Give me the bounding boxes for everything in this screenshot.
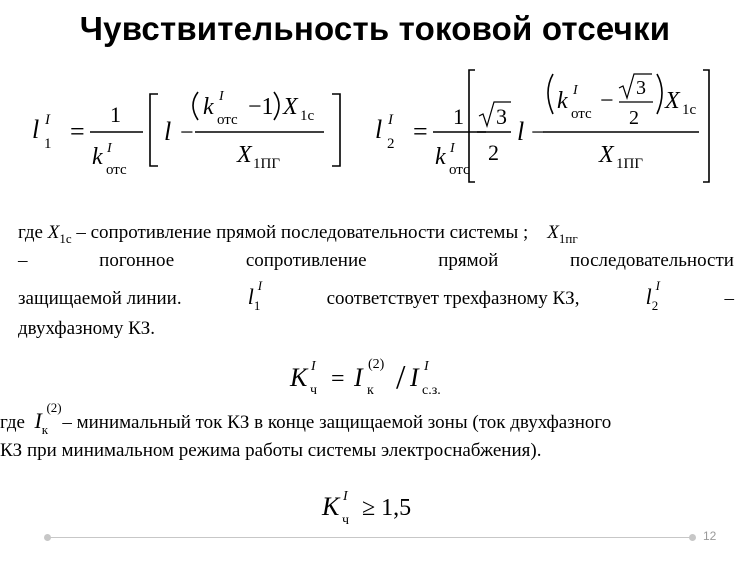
para1-l3-b: соответствует трехфазному КЗ, [326, 288, 580, 309]
para2-line1-text: – минимальный ток КЗ в конце защищаемой зоны (ток двухфазного [62, 412, 612, 433]
para1-l2: l [645, 284, 652, 309]
f2-two: 2 [488, 140, 499, 165]
para1-line1 [18, 222, 578, 247]
footer-left-dot [44, 534, 51, 541]
para1-x1c-sub: 1с [59, 231, 72, 246]
para2-line2: КЗ при минимальном режима работы системы электроснабжения). [0, 440, 542, 461]
para2-ik2 [34, 400, 62, 437]
f2-inner-sqrt3: 3 [636, 77, 646, 99]
page-number: 12 [703, 529, 717, 543]
para1-l3-c: – [724, 288, 734, 309]
formula-kch-condition [320, 485, 460, 529]
f2-den-k-sub: отс [449, 162, 470, 178]
para1-l2-sup: I [655, 278, 660, 293]
f3-i: I [354, 363, 363, 392]
f1-den-k: k [92, 144, 103, 170]
para1-l1: l [247, 284, 254, 309]
f3-k-sup: I [311, 359, 316, 374]
slide-title: Чувствительность токовой отсечки [79, 10, 671, 47]
f2-minus: − [531, 120, 545, 146]
para1-line4: двухфазному КЗ. [18, 318, 156, 339]
para2-i-sup: (2) [46, 400, 62, 415]
para1-w0: – [18, 250, 28, 271]
para1-line1-text: – сопротивление прямой последовательности системы ; [76, 222, 529, 243]
f1-k-sup: I [219, 89, 224, 104]
para2-line1 [0, 400, 750, 438]
f2-k-sub: отс [571, 106, 592, 122]
f2-den-k: k [435, 144, 446, 170]
f3-i-sup: (2) [368, 357, 385, 372]
f2-x-den: X [599, 142, 614, 168]
formula-kch [288, 350, 488, 398]
f1-right-paren [274, 92, 279, 120]
f1-k: k [203, 94, 214, 120]
para1-l1-sub: 1 [253, 298, 261, 313]
para1-w3: прямой [438, 250, 499, 271]
para2-gde: где [0, 412, 25, 433]
para1-w4: последовательности [569, 250, 734, 271]
f2-k-sup: I [573, 83, 578, 98]
f3-k: K [290, 363, 308, 392]
para2-i-sub: к [41, 422, 49, 437]
f1-den-k-sup: I [107, 141, 112, 156]
f2-den-k-sup: I [450, 141, 455, 156]
f1-k-sub: отс [217, 112, 238, 128]
f1-minus: − [180, 120, 194, 146]
para1-x1c: X [47, 222, 60, 243]
f1-lhs-sup: I [45, 112, 50, 128]
f2-lhs: l [375, 115, 383, 144]
f2-lhs-sub: 2 [387, 136, 395, 152]
f1-den-k-sub: отс [106, 162, 127, 178]
para1-l1-symbol [247, 278, 263, 314]
para1-x1pg-sub: 1пг [558, 231, 578, 246]
f2-right-paren [657, 74, 662, 114]
para1-w2: сопротивление [245, 250, 367, 271]
para1-l2-symbol [645, 278, 660, 314]
para1-l2-sub: 2 [651, 298, 659, 313]
f4-k-sub: ч [342, 513, 350, 528]
f1-left-paren [193, 92, 198, 120]
para1-l1-sup: I [257, 278, 263, 293]
para1-x1pg: X [547, 222, 559, 243]
f2-eq: = [413, 117, 428, 146]
f3-slash: / [396, 359, 406, 396]
f1-num-one: 1 [110, 102, 121, 127]
f2-num-one: 1 [453, 104, 464, 129]
f2-x-num-sub: 1с [682, 102, 697, 118]
f2-left-paren [548, 74, 553, 114]
f1-lhs: l [32, 115, 40, 144]
f2-l: l [517, 117, 525, 146]
f1-x-den: X [237, 142, 252, 168]
f2-x-den-sub: 1ПГ [616, 156, 644, 172]
para1-line2 [18, 250, 734, 272]
f1-lhs-sub: 1 [44, 136, 52, 152]
f1-x-num-sub: 1с [300, 108, 315, 124]
f1-l: l [164, 117, 172, 146]
f2-inner-two: 2 [629, 107, 639, 129]
f1-left-bracket [150, 94, 158, 166]
para1-l3-a: защищаемой линии. [18, 288, 182, 309]
f2-inner-minus: − [600, 88, 614, 114]
f1-x-num: X [283, 94, 298, 120]
f1-minus-one: −1 [248, 94, 274, 120]
footer-right-dot [689, 534, 696, 541]
para2-i: I [34, 408, 42, 433]
f4-k: K [322, 492, 340, 521]
f3-i2: I [410, 363, 419, 392]
para1-w1: погонное [99, 250, 175, 271]
formula-l1 [30, 82, 360, 182]
f1-right-bracket [332, 94, 340, 166]
footer-divider [48, 537, 690, 538]
f4-rel: ≥ 1,5 [362, 495, 412, 521]
f4-k-sup: I [343, 489, 348, 504]
f1-eq: = [70, 117, 85, 146]
f2-sqrt3: 3 [496, 104, 507, 129]
f2-x-num: X [665, 88, 680, 114]
f2-right-bracket [703, 70, 709, 182]
f3-i-sub: к [367, 383, 374, 398]
f2-k: k [557, 88, 568, 114]
f2-left-bracket [469, 70, 475, 182]
para1-line3 [18, 278, 734, 314]
f3-k-sub: ч [310, 383, 318, 398]
f3-i2-sub: с.з. [422, 383, 441, 398]
f3-eq: = [331, 366, 345, 392]
para1-gde: где [18, 222, 43, 243]
f3-i2-sup: I [424, 359, 429, 374]
f1-x-den-sub: 1ПГ [253, 156, 281, 172]
formula-l2 [373, 66, 715, 186]
f2-lhs-sup: I [388, 112, 393, 128]
